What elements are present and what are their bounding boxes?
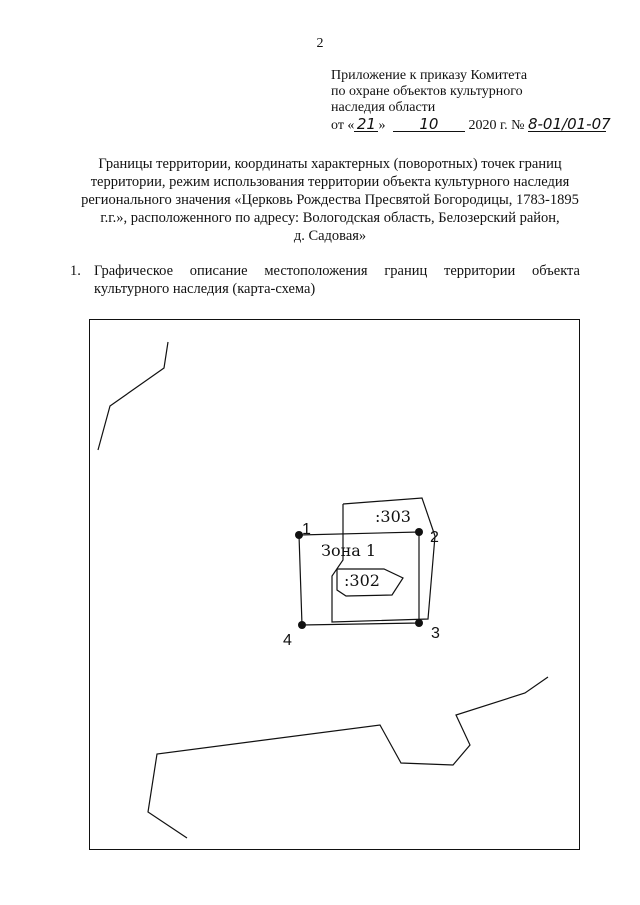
page-number: 2 — [316, 36, 324, 51]
annex-header — [331, 68, 611, 134]
order-date-line — [331, 115, 611, 134]
title-line-1: Границы территории, координаты характерных (поворотных) точек границ — [98, 156, 562, 172]
annex-line-3: наследия области — [331, 100, 436, 115]
section-1-heading — [70, 262, 580, 298]
order-number: 8-01/01-07 — [527, 115, 611, 133]
document-title — [60, 155, 600, 245]
point-1-label: 1 — [302, 521, 311, 538]
date-mid: » — [378, 118, 386, 133]
order-month: 10 — [393, 116, 465, 132]
annex-line-2: по охране объектов культурного — [331, 84, 523, 99]
date-prefix: от « — [331, 118, 355, 133]
point-2-label: 2 — [430, 529, 439, 546]
point-3-label: 3 — [431, 625, 440, 642]
order-year-text: 2020 г. № — [468, 118, 525, 133]
title-line-4: г.г.», расположенного по адресу: Вологодская область, Белозерский район, — [100, 210, 560, 226]
title-line-5: д. Садовая» — [293, 228, 367, 244]
road-line-top-left — [98, 342, 168, 450]
zone-1-label: Зона 1 — [321, 541, 377, 560]
map-drawing — [90, 320, 581, 851]
parcel-303-label: :303 — [375, 507, 411, 526]
boundary-map-scheme — [89, 319, 580, 850]
annex-line-1: Приложение к приказу Комитета — [331, 68, 528, 83]
point-4-label: 4 — [283, 632, 292, 649]
order-day: 21 — [354, 116, 378, 132]
section-number: 1. — [70, 263, 81, 279]
point-4-marker — [298, 621, 306, 629]
point-2-marker — [415, 528, 423, 536]
title-line-3: регионального значения «Церковь Рождества Пресвятой Богородицы, 1783-1895 — [81, 192, 579, 208]
title-line-2: территории, режим использования территории объекта культурного наследия — [90, 174, 570, 190]
parcel-302-label: :302 — [344, 571, 380, 590]
section-text: Графическое описание местоположения границ территории объекта культурного наследия (карта-схема) — [94, 263, 580, 297]
road-line-bottom — [148, 677, 548, 838]
point-3-marker — [415, 619, 423, 627]
